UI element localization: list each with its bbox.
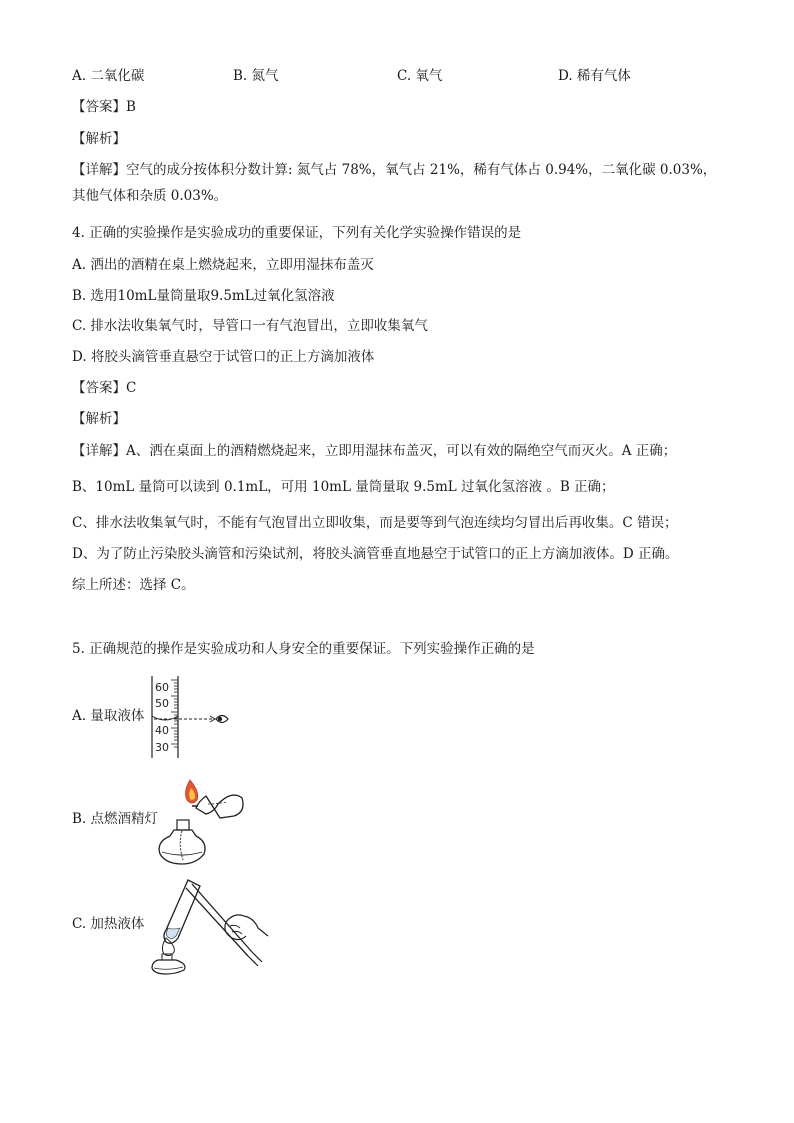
q4-detail-d: D、为了防止污染胶头滴管和污染试剂，将胶头滴管垂直地悬空于试管口的正上方滴加液体。D 正确。 <box>72 546 679 562</box>
q5-option-c-label: C. 加热液体 <box>72 916 145 932</box>
tick-label-60: 60 <box>155 681 169 694</box>
hand-icon <box>225 915 268 940</box>
q3-detail: 【详解】空气的成分按体积分数计算: 氮气占 78%，氧气占 21%，稀有气体占 0.94%，二氧化碳 0.03%，其他气体和杂质 0.03%。 <box>72 162 717 204</box>
eye-icon <box>216 716 228 723</box>
test-tube-icon <box>164 880 200 943</box>
heating-liquid-figure <box>150 876 272 974</box>
q4-summary: 综上所述：选择 C。 <box>72 577 195 593</box>
q3-option-a: A. 二氧化碳 <box>72 68 145 84</box>
q3-option-d: D. 稀有气体 <box>558 68 631 84</box>
q5-stem: 5. 正确规范的操作是实验成功和人身安全的重要保证。下列实验操作正确的是 <box>72 641 535 657</box>
q4-option-b: B. 选用10mL量筒量取9.5mL过氧化氢溶液 <box>72 288 335 304</box>
tick-label-50: 50 <box>155 697 169 710</box>
q3-option-c: C. 氧气 <box>397 68 443 84</box>
q3-option-b: B. 氮气 <box>233 68 279 84</box>
alcohol-lamp-figure <box>156 776 248 866</box>
q4-detail-a: 【详解】A、洒在桌面上的酒精燃烧起来，立即用湿抹布盖灭，可以有效的隔绝空气而灭火。A 正确； <box>72 443 677 459</box>
flame-icon <box>186 780 198 803</box>
q4-option-a: A. 洒出的酒精在桌上燃烧起来，立即用湿抹布盖灭 <box>72 257 374 273</box>
alcohol-lamp-icon <box>152 954 185 974</box>
q4-answer: 【答案】C <box>72 380 137 396</box>
q3-answer: 【答案】B <box>72 99 136 115</box>
q3-analysis-heading: 【解析】 <box>72 131 126 147</box>
q5-option-a-label: A. 量取液体 <box>72 708 145 724</box>
lamp-flame-icon <box>162 938 174 956</box>
q4-option-c: C. 排水法收集氧气时，导管口一有气泡冒出，立即收集氧气 <box>72 318 428 334</box>
measuring-cylinder-figure <box>148 674 238 760</box>
tick-label-30: 30 <box>155 741 169 754</box>
q4-stem: 4. 正确的实验操作是实验成功的重要保证，下列有关化学实验操作错误的是 <box>72 225 522 241</box>
test-tube-holder-icon <box>186 884 262 966</box>
q4-detail-c: C、排水法收集氧气时，不能有气泡冒出立即收集，而是要等到气泡连续均匀冒出后再收集。C 错误； <box>72 515 678 531</box>
q4-analysis-heading: 【解析】 <box>72 411 126 427</box>
q4-detail-b: B、10mL 量筒可以读到 0.1mL，可用 10mL 量筒量取 9.5mL 过氧化氢溶液 。B 正确； <box>72 479 615 495</box>
q4-option-d: D. 将胶头滴管垂直悬空于试管口的正上方滴加液体 <box>72 349 375 365</box>
q5-option-b-label: B. 点燃酒精灯 <box>72 811 159 827</box>
tick-label-40: 40 <box>155 724 169 737</box>
